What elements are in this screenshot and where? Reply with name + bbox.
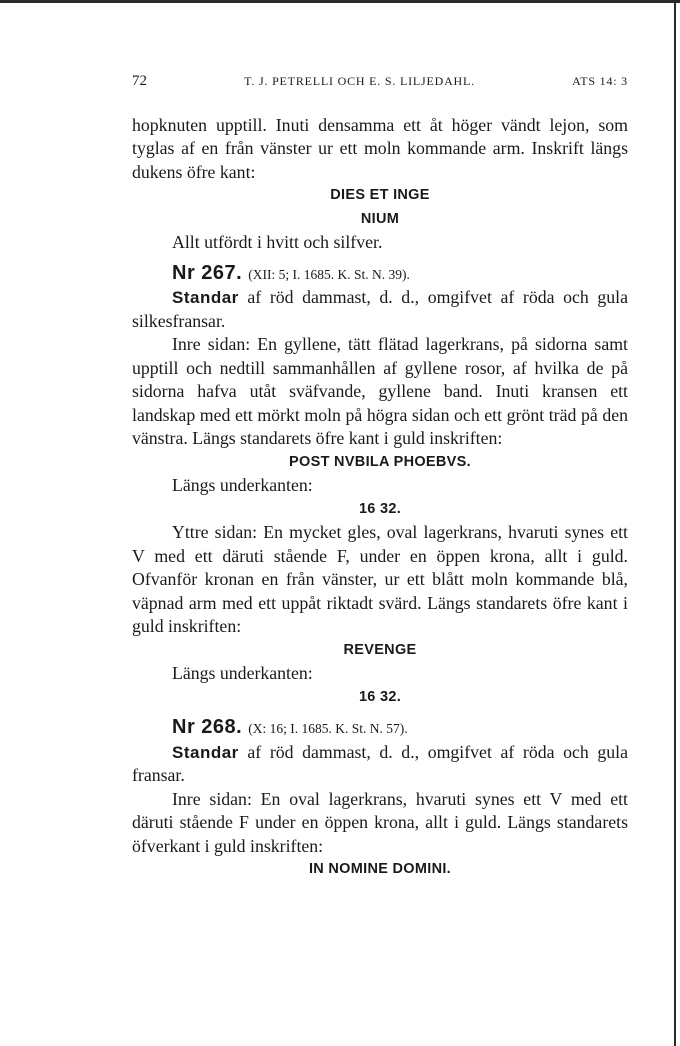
inscription-line: DIES ET INGE [330,187,430,203]
section-code: ATS 14: 3 [572,74,628,88]
standard-description [132,286,628,333]
lower-edge-label: Längs underkanten: [172,475,313,495]
entry-heading-268 [132,716,628,741]
inscription-line: IN NOMINE DOMINI. [308,861,452,877]
inscription-line: 16 32. [358,500,402,517]
lower-edge-label: Längs underkanten: [172,663,313,683]
intro-closing: Allt utfördt i hvitt och silfver. [172,232,383,252]
book-page [132,70,628,882]
entry-number: Nr 268. [172,716,243,738]
entry-reference: (XII: 5; I. 1685. K. St. N. 39). [248,266,410,282]
scan-edge-top [0,0,680,3]
entry-heading-267 [132,262,628,287]
standard-label: Standar [172,288,239,307]
inscription-line: REVENGE [343,641,417,658]
intro-paragraph: hopknuten upptill. Inuti densamma ett åt höger vändt lejon, som tyglas af en från vänster ur ett moln kommande arm. Inskrift längs dukens öfre kant: [132,114,628,182]
standard-description [132,741,628,788]
standard-label: Standar [172,742,239,762]
running-header [132,70,628,94]
inscription-line: POST NVBILA PHOEBVS. [289,453,471,470]
entry-number: Nr 267. [172,261,243,284]
entry-reference: (X: 16; I. 1685. K. St. N. 57). [248,721,408,736]
standard-text: af röd dammast, d. d., omgifvet af röda och gula fransar. [132,741,628,785]
outer-side-paragraph: Yttre sidan: En mycket gles, oval lagerkrans, hvaruti synes ett V med ett däruti stående F, under en öppen krona, allt i guld. Ofvanför kronan en från vänster, ur ett blått moln kommande blå, väpnad arm med ett uppåt riktadt svärd. Längs standarets öfre kant i guld inskriften: [132,522,628,636]
page-number: 72 [132,73,147,89]
scan-edge-right [674,0,676,1046]
inscription-line: NIUM [360,210,400,227]
running-title: T. J. PETRELLI OCH E. S. LILJEDAHL. [244,74,475,88]
inner-side-paragraph: Inre sidan: En gyllene, tätt flätad lagerkrans, på sidorna samt upptill och nedtill sammanhållen af gyllene rosor, af hvilka de på sidorna hafva utåt sväfvande, gyllene band. Inuti kransen ett landskap med ett mörkt moln på högra sidan och ett grönt träd på den vänstra. Längs standarets öfre kant i guld inskriften: [132,334,628,448]
standard-text: af röd dammast, d. d., omgifvet af röda och gula silkesfransar. [132,287,628,331]
inscription-line: 16 32. [358,688,402,705]
inner-side-paragraph: Inre sidan: En oval lagerkrans, hvaruti synes ett V med ett däruti stående F under en öppen krona, allt i guld. Längs standarets öfverkant i guld inskriften: [132,788,628,856]
